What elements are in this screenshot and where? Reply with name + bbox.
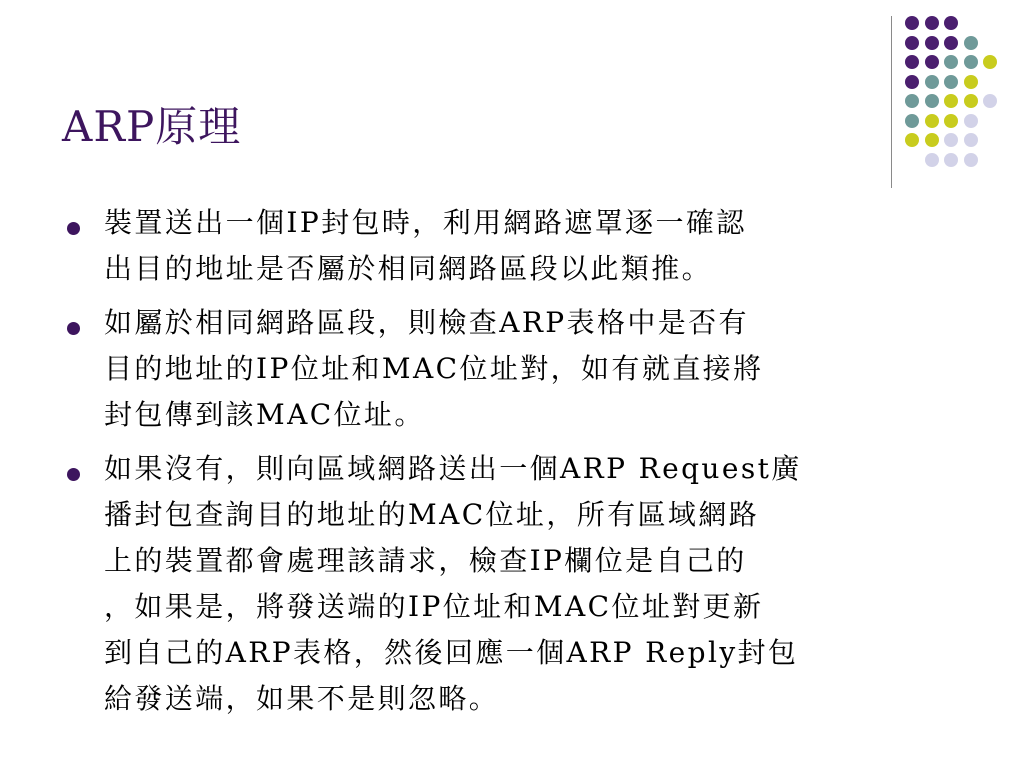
bullet-dot-icon <box>67 468 80 481</box>
bullet-text-line: 裝置送出一個IP封包時，利用網路遮罩逐一確認 <box>104 206 747 239</box>
decorative-dot <box>905 55 919 69</box>
slide-title: ARP原理 <box>62 102 242 151</box>
decorative-dot <box>944 16 958 30</box>
decorative-dot <box>944 55 958 69</box>
decorative-dot <box>964 75 978 89</box>
bullet-text-line: 封包傳到該MAC位址。 <box>104 398 425 431</box>
decorative-dot <box>905 94 919 108</box>
decorative-dot <box>944 153 958 167</box>
decorative-dot <box>925 153 939 167</box>
bullet-text-line: 播封包查詢目的地址的MAC位址，所有區域網路 <box>104 498 760 531</box>
decorative-dot <box>944 75 958 89</box>
decorative-dot <box>983 55 997 69</box>
bullet-text-line: 如屬於相同網路區段，則檢查ARP表格中是否有 <box>104 306 749 339</box>
bullet-item <box>64 300 964 438</box>
decorative-dot <box>964 114 978 128</box>
decorative-dot <box>905 16 919 30</box>
bullet-text-line: 目的地址的IP位址和MAC位址對，如有就直接將 <box>104 352 764 385</box>
bullet-text-line: 如果沒有，則向區域網路送出一個ARP Request廣 <box>104 452 802 485</box>
bullet-list <box>64 200 964 730</box>
decorative-dot <box>964 55 978 69</box>
decorative-dot <box>905 114 919 128</box>
decorative-dot <box>925 16 939 30</box>
bullet-dot-icon <box>67 322 80 335</box>
bullet-item <box>64 446 964 722</box>
decorative-dot <box>925 94 939 108</box>
decorative-dot <box>964 133 978 147</box>
decorative-dot <box>925 133 939 147</box>
decorative-dot <box>925 75 939 89</box>
decorative-dot <box>944 36 958 50</box>
decorative-dot <box>964 36 978 50</box>
decorative-dot <box>905 36 919 50</box>
decorative-dot <box>983 94 997 108</box>
decorative-dot <box>964 153 978 167</box>
decorative-dot <box>964 94 978 108</box>
bullet-text-line: ，如果是，將發送端的IP位址和MAC位址對更新 <box>104 590 764 623</box>
decorative-dot <box>944 94 958 108</box>
vertical-divider <box>891 16 892 188</box>
decorative-dot <box>925 55 939 69</box>
decorative-dot <box>925 114 939 128</box>
decorative-dot <box>925 36 939 50</box>
decorative-dot <box>944 133 958 147</box>
decorative-dot <box>905 75 919 89</box>
bullet-text-line: 上的裝置都會處理該請求，檢查IP欄位是自己的 <box>104 544 747 577</box>
bullet-text-line: 出目的地址是否屬於相同網路區段以此類推。 <box>104 252 713 285</box>
bullet-dot-icon <box>67 222 80 235</box>
decorative-dot <box>944 114 958 128</box>
bullet-item <box>64 200 964 292</box>
decorative-dot <box>905 133 919 147</box>
bullet-text-line: 到自己的ARP表格，然後回應一個ARP Reply封包 <box>104 636 799 669</box>
bullet-text-line: 給發送端，如果不是則忽略。 <box>104 682 500 715</box>
